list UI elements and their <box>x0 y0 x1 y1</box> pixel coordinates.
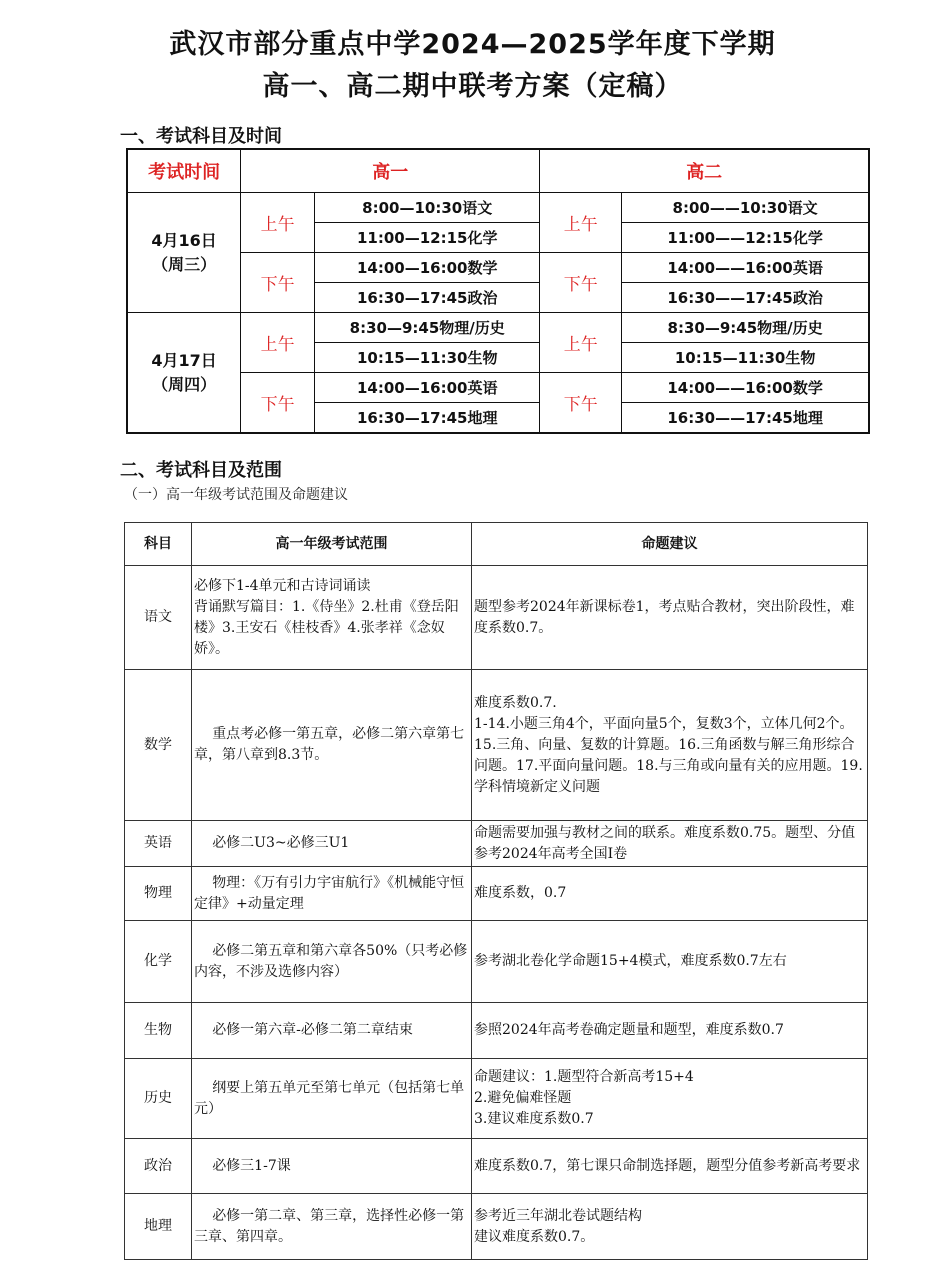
header-grade1: 高一 <box>241 149 540 193</box>
subject-cell: 英语 <box>125 821 192 867</box>
range-cell: 必修一第六章-必修二第二章结束 <box>192 1003 472 1059</box>
period-am: 上午 <box>241 313 315 373</box>
advice-cell: 参考近三年湖北卷试题结构 建议难度系数0.7。 <box>472 1194 868 1260</box>
slot-grade1: 10:15—11:30生物 <box>315 343 540 373</box>
range-cell: 物理：《万有引力宇宙航行》《机械能守恒定律》+动量定理 <box>192 867 472 921</box>
scope-row <box>125 1139 868 1194</box>
slot-grade2: 16:30——17:45政治 <box>622 283 869 313</box>
advice-cell: 难度系数0.7，第七课只命制选择题，题型分值参考新高考要求 <box>472 1139 868 1194</box>
scope-row <box>125 867 868 921</box>
subject-cell: 政治 <box>125 1139 192 1194</box>
range-cell: 重点考必修一第五章，必修二第六章第七章，第八章到8.3节。 <box>192 670 472 821</box>
advice-cell: 参照2024年高考卷确定题量和题型，难度系数0.7 <box>472 1003 868 1059</box>
advice-cell: 命题建议：1.题型符合新高考15+4 2.避免偏难怪题 3.建议难度系数0.7 <box>472 1059 868 1139</box>
slot-grade2: 14:00——16:00英语 <box>622 253 869 283</box>
scope-row <box>125 566 868 670</box>
scope-header-row <box>125 523 868 566</box>
section1-heading: 一、考试科目及时间 <box>120 126 282 147</box>
period-pm: 下午 <box>540 253 622 313</box>
period-pm: 下午 <box>241 253 315 313</box>
slot-grade1: 8:00—10:30语文 <box>315 193 540 223</box>
header-subject: 科目 <box>125 523 192 566</box>
schedule-row <box>127 313 869 343</box>
advice-cell: 命题需要加强与教材之间的联系。难度系数0.75。题型、分值参考2024年高考全国I卷 <box>472 821 868 867</box>
doc-title-line2: 高一、高二期中联考方案（定稿） <box>262 71 683 102</box>
header-grade2: 高二 <box>540 149 869 193</box>
doc-title-line1: 武汉市部分重点中学2024—2025学年度下学期 <box>169 29 776 60</box>
range-cell: 必修三1-7课 <box>192 1139 472 1194</box>
subject-cell: 数学 <box>125 670 192 821</box>
subsection-heading: （一）高一年级考试范围及命题建议 <box>124 487 348 503</box>
subject-cell: 物理 <box>125 867 192 921</box>
schedule-header-row <box>127 149 869 193</box>
period-am: 上午 <box>241 193 315 253</box>
advice-cell: 难度系数，0.7 <box>472 867 868 921</box>
header-advice: 命题建议 <box>472 523 868 566</box>
slot-grade1: 14:00—16:00数学 <box>315 253 540 283</box>
subject-cell: 地理 <box>125 1194 192 1260</box>
scope-row <box>125 1059 868 1139</box>
slot-grade2: 10:15—11:30生物 <box>622 343 869 373</box>
advice-cell: 参考湖北卷化学命题15+4模式，难度系数0.7左右 <box>472 921 868 1003</box>
slot-grade1: 14:00—16:00英语 <box>315 373 540 403</box>
slot-grade2: 11:00——12:15化学 <box>622 223 869 253</box>
range-cell: 必修二第五章和第六章各50%（只考必修内容，不涉及选修内容） <box>192 921 472 1003</box>
exam-date: 4月17日 <box>151 350 217 370</box>
period-am: 上午 <box>540 313 622 373</box>
scope-row <box>125 1194 868 1260</box>
slot-grade2: 14:00——16:00数学 <box>622 373 869 403</box>
slot-grade1: 8:30—9:45物理/历史 <box>315 313 540 343</box>
slot-grade1: 16:30—17:45地理 <box>315 403 540 434</box>
slot-grade1: 11:00—12:15化学 <box>315 223 540 253</box>
range-cell: 必修一第二章、第三章，选择性必修一第三章、第四章。 <box>192 1194 472 1260</box>
subject-cell: 化学 <box>125 921 192 1003</box>
period-am: 上午 <box>540 193 622 253</box>
header-range: 高一年级考试范围 <box>192 523 472 566</box>
scope-row <box>125 1003 868 1059</box>
slot-grade1: 16:30—17:45政治 <box>315 283 540 313</box>
scope-row <box>125 921 868 1003</box>
advice-cell: 难度系数0.7. 1-14.小题三角4个，平面向量5个，复数3个，立体几何2个。 15.三角、向量、复数的计算题。16.三角函数与解三角形综合问题。17.平面向量问题。18.与三角或向量有关的应用题。19.学科情境新定义问题 <box>472 670 868 821</box>
slot-grade2: 16:30——17:45地理 <box>622 403 869 434</box>
exam-date: 4月16日 <box>151 230 217 250</box>
subject-cell: 历史 <box>125 1059 192 1139</box>
exam-date-cell <box>127 193 241 313</box>
range-cell: 纲要上第五单元至第七单元（包括第七单元） <box>192 1059 472 1139</box>
slot-grade2: 8:30—9:45物理/历史 <box>622 313 869 343</box>
exam-weekday: （周四） <box>152 374 217 394</box>
range-cell: 必修下1-4单元和古诗词诵读 背诵默写篇目：1.《侍坐》2.杜甫《登岳阳楼》3.王安石《桂枝香》4.张孝祥《念奴娇》。 <box>192 566 472 670</box>
exam-date-cell <box>127 313 241 434</box>
section2-heading: 二、考试科目及范围 <box>120 460 282 481</box>
subject-cell: 语文 <box>125 566 192 670</box>
advice-cell: 题型参考2024年新课标卷1，考点贴合教材，突出阶段性，难度系数0.7。 <box>472 566 868 670</box>
scope-row <box>125 670 868 821</box>
header-exam-time: 考试时间 <box>127 149 241 193</box>
schedule-table <box>126 148 870 434</box>
period-pm: 下午 <box>540 373 622 434</box>
scope-row <box>125 821 868 867</box>
schedule-row <box>127 193 869 223</box>
subject-cell: 生物 <box>125 1003 192 1059</box>
exam-weekday: （周三） <box>152 254 217 274</box>
period-pm: 下午 <box>241 373 315 434</box>
scope-table <box>124 522 868 1260</box>
slot-grade2: 8:00——10:30语文 <box>622 193 869 223</box>
range-cell: 必修二U3~必修三U1 <box>192 821 472 867</box>
